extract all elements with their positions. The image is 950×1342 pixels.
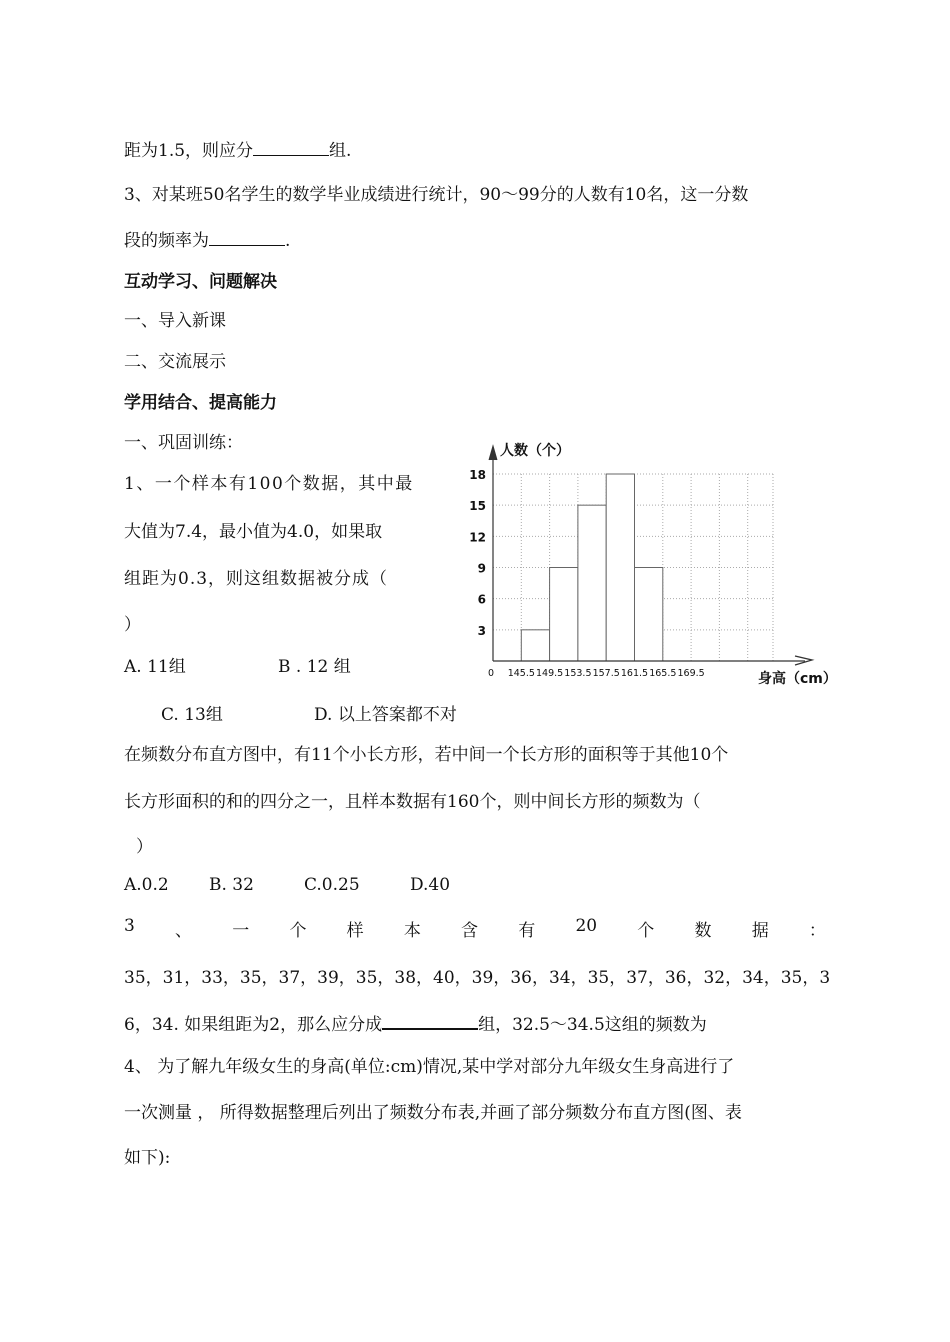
q1-line-d: ）	[124, 615, 141, 635]
q4-line-c: 如下):	[124, 1148, 171, 1168]
q3-row-token: 个	[289, 921, 307, 941]
y-tick-label: 18	[469, 468, 486, 482]
q1-option-c: C. 13组	[161, 705, 223, 725]
q3-row-token: 一	[232, 921, 250, 941]
q2-option-b: B. 32	[209, 875, 254, 895]
q2-option-a: A.0.2	[124, 875, 169, 895]
subsection-2: 二、交流展示	[124, 352, 226, 372]
l3b: .	[285, 231, 291, 251]
answer-blank-1[interactable]	[253, 141, 329, 156]
x-tick-label: 157.5	[592, 668, 620, 679]
q3-row-token: 20	[575, 916, 598, 936]
l1a: 距为1.5，则应分	[124, 141, 254, 161]
q4-line-a: 4、 为了解九年级女生的身高(单位:cm)情况,某中学对部分九年级女生身高进行了	[124, 1057, 735, 1077]
q4-line-b: 一次测量 ， 所得数据整理后列出了频数分布表,并画了部分频数分布直方图(图、表	[124, 1103, 742, 1123]
y-tick-label: 15	[469, 499, 486, 514]
q1-option-b: B . 12 组	[278, 657, 351, 677]
q1-option-a: A. 11组	[124, 657, 186, 677]
q3-row-token: 据	[751, 921, 769, 941]
q3-row-token: ：	[808, 921, 826, 941]
text-line-3	[124, 226, 290, 251]
section-heading-1: 互动学习、问题解决	[124, 272, 277, 292]
x-tick-label: 169.5	[677, 668, 705, 679]
q3-row-token: 、	[175, 921, 193, 941]
q3-row-token: 有	[518, 921, 536, 941]
q3-row-token: 本	[403, 921, 421, 941]
text-line-1	[124, 136, 351, 161]
q2-line-c: ）	[136, 837, 153, 857]
q3-row-token: 3	[124, 916, 135, 936]
answer-blank-3[interactable]	[382, 1014, 478, 1030]
q3-row-spread	[124, 916, 826, 941]
q2-option-d: D.40	[410, 875, 451, 895]
q3-row-token: 数	[694, 921, 712, 941]
x-tick-label: 145.5	[507, 668, 535, 679]
q1-line-b: 大值为7.4，最小值为4.0，如果取	[124, 522, 383, 542]
q1-option-d: D. 以上答案都不对	[314, 705, 457, 725]
q3-line-c	[124, 1010, 707, 1035]
subsection-1: 一、导入新课	[124, 311, 226, 331]
q3-data: 35，31，33，35，37，39，35，38，40，39，36，34，35，37，36，32，34，35，3	[124, 968, 831, 988]
q2-line-a: 在频数分布直方图中，有11个小长方形，若中间一个长方形的面积等于其他10个	[124, 745, 729, 765]
answer-blank-2[interactable]	[209, 231, 285, 246]
q2-line-b: 长方形面积的和的四分之一，且样本数据有160个，则中间长方形的频数为（	[124, 792, 701, 812]
q1-line-a	[124, 469, 442, 494]
x-axis-title: 身高（cm）	[758, 671, 837, 687]
y-tick-label: 12	[469, 530, 486, 545]
x-tick-label: 161.5	[620, 668, 649, 679]
y-tick-label: 3	[477, 623, 486, 638]
l1b: 组.	[329, 141, 352, 161]
histogram-bar	[578, 505, 606, 661]
section-heading-2: 学用结合、提高能力	[124, 393, 277, 413]
x-tick-label: 165.5	[649, 668, 677, 679]
x-tick-label: 153.5	[564, 668, 592, 679]
x-tick-label: 149.5	[535, 668, 564, 679]
q3-row-token: 样	[346, 921, 364, 941]
histogram-chart	[460, 438, 860, 688]
q3c1: 6，34. 如果组距为2，那么应分成	[124, 1015, 383, 1035]
y-axis-title: 人数（个）	[500, 443, 570, 459]
x-tick-label: 0	[487, 668, 495, 679]
q1-line-c: 组距为0.3，则这组数据被分成（	[124, 569, 389, 589]
l3a: 段的频率为	[124, 231, 209, 251]
histogram-bar	[635, 568, 663, 662]
histogram-bar	[521, 630, 549, 661]
q3-row-token: 个	[637, 921, 655, 941]
y-tick-label: 6	[477, 592, 486, 607]
histogram-bar	[550, 568, 578, 662]
y-tick-label: 9	[477, 561, 486, 576]
histogram-bar	[606, 474, 634, 661]
question-3-line: 3、对某班50名学生的数学毕业成绩进行统计，90～99分的人数有10名，这一分数	[124, 185, 749, 205]
y-axis-arrow	[489, 446, 497, 460]
q3c2: 组，32.5～34.5这组的频数为	[478, 1015, 707, 1035]
q1a: 1、一个样本有100个数据，其中最	[124, 474, 414, 494]
subsection-3: 一、巩固训练：	[124, 433, 243, 453]
q3-row-token: 含	[461, 921, 479, 941]
q2-option-c: C.0.25	[304, 875, 360, 895]
